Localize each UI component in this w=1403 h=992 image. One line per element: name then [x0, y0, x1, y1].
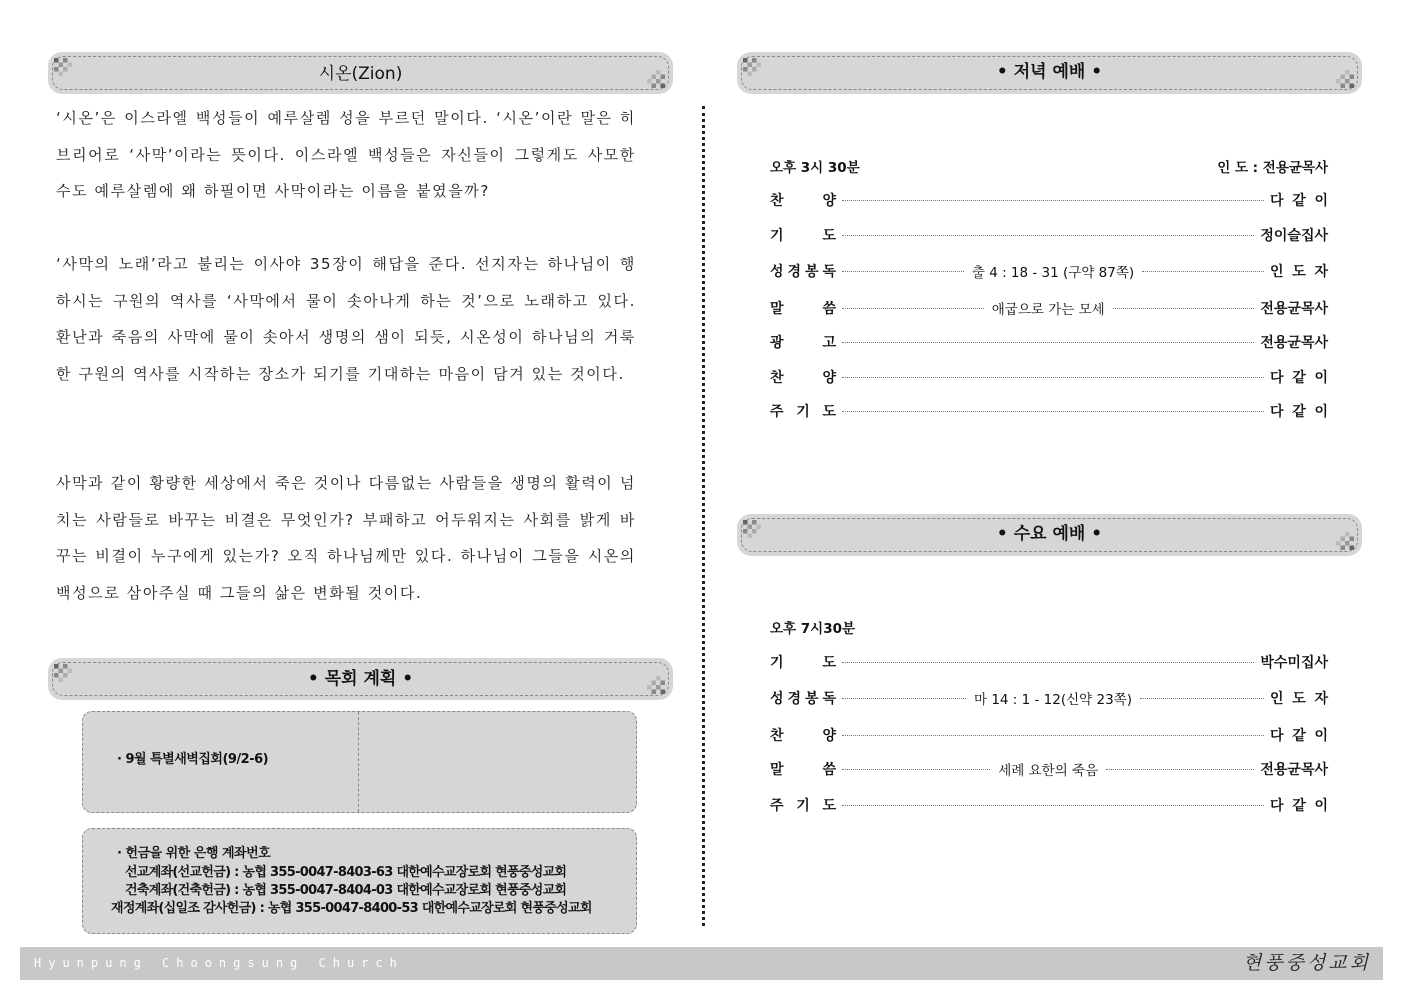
evening-row-content: 출 4 : 18 - 31 (구약 87쪽) — [971, 265, 1135, 281]
leader-dots — [842, 342, 1254, 343]
pixel-corner-icon — [1336, 70, 1354, 88]
leader-dots — [1106, 769, 1254, 770]
leader-dots — [842, 662, 1254, 663]
zion-paragraph-2: ‘사막의 노래’라고 불리는 이사야 35장이 해답을 준다. 선지자는 하나님이 행하시는 구원의 역사를 ‘사막에서 물이 솟아나게 하는 것’으로 노래하고 있다. 환난과 죽음의 사막에 물이 솟아서 생명의 샘이 되듯, 시온성이 하나님의 거룩한 구원의 역사를 시작하는 장소가 되기를 기대하는 마음이 담겨 있는 것이다. — [56, 255, 636, 383]
evening-row-label: 주 기 도 — [770, 404, 836, 420]
wednesday-row-content: 세례 요한의 죽음 — [998, 763, 1099, 779]
evening-row — [770, 225, 1328, 245]
wednesday-row — [770, 759, 1328, 779]
footer-english-name: Hyunpung Choongsung Church — [34, 956, 404, 970]
pixel-corner-icon — [1336, 532, 1354, 550]
leader-dots — [842, 769, 990, 770]
evening-row-content: 애굽으로 가는 모세 — [991, 302, 1105, 318]
evening-row-person: 다 같 이 — [1270, 370, 1328, 386]
bank-line-building: 건축계좌(건축헌금) : 농협 355-0047-8404-03 대한예수교장로회 현풍중성교회 — [125, 883, 567, 898]
wednesday-row-person: 다 같 이 — [1270, 798, 1328, 814]
pastoral-plan-header — [48, 658, 673, 700]
bank-box — [82, 828, 637, 934]
plan-divider — [358, 712, 359, 812]
evening-service-title: • 저녁 예배 • — [996, 62, 1103, 82]
leader-dots — [842, 805, 1264, 806]
wednesday-row-label: 주 기 도 — [770, 798, 836, 814]
evening-row-person: 전용균목사 — [1260, 335, 1328, 351]
evening-row — [770, 190, 1328, 210]
pastoral-plan-title: • 목회 계획 • — [307, 669, 414, 689]
leader-dots — [842, 411, 1264, 412]
bank-heading: · 헌금을 위한 은행 계좌번호 — [117, 846, 271, 861]
plan-item: · 9월 특별새벽집회(9/2-6) — [117, 752, 269, 767]
evening-row-person: 다 같 이 — [1270, 404, 1328, 420]
wednesday-row-person: 전용균목사 — [1260, 762, 1328, 778]
leader-dots — [842, 235, 1254, 236]
wednesday-row — [770, 688, 1328, 708]
leader-dots — [842, 698, 966, 699]
wednesday-row-label: 성 경 봉 독 — [770, 691, 836, 707]
evening-row-person: 인 도 자 — [1270, 264, 1328, 280]
evening-leader: 인 도 : 전용균목사 — [1217, 160, 1328, 176]
leader-dots — [842, 200, 1264, 201]
footer-church-name: 현풍중성교회 — [1242, 952, 1371, 974]
zion-title: 시온(Zion) — [318, 64, 403, 84]
wednesday-row-label: 찬 양 — [770, 728, 836, 744]
wednesday-row-person: 인 도 자 — [1270, 691, 1328, 707]
evening-row-label: 광 고 — [770, 335, 836, 351]
evening-row-label: 성 경 봉 독 — [770, 264, 836, 280]
evening-service-header — [737, 52, 1362, 94]
evening-row — [770, 401, 1328, 421]
leader-dots — [1113, 308, 1255, 309]
plan-box — [82, 711, 637, 813]
bank-line-mission: 선교계좌(선교헌금) : 농협 355-0047-8403-63 대한예수교장로회 현풍중성교회 — [125, 865, 567, 880]
zion-header — [48, 52, 673, 94]
evening-time-row — [770, 156, 1328, 176]
evening-row-label: 찬 양 — [770, 370, 836, 386]
wednesday-row-content: 마 14 : 1 - 12(신약 23쪽) — [974, 692, 1132, 708]
evening-row-person: 전용균목사 — [1260, 301, 1329, 317]
leader-dots — [1140, 698, 1264, 699]
wednesday-row-person: 박수미집사 — [1260, 655, 1328, 671]
wednesday-time-row — [770, 617, 1328, 637]
wednesday-row-person: 다 같 이 — [1270, 728, 1328, 744]
evening-time: 오후 3시 30분 — [770, 160, 860, 176]
leader-dots — [842, 271, 964, 272]
leader-dots — [842, 308, 984, 309]
wednesday-row — [770, 725, 1328, 745]
leader-dots — [842, 377, 1264, 378]
evening-row — [770, 367, 1328, 387]
zion-paragraph-1: ‘시온’은 이스라엘 백성들이 예루살렘 성을 부르던 말이다. ‘시온’이란 말은 히브리어로 ‘사막’이라는 뜻이다. 이스라엘 백성들은 자신들이 그렇게도 사모한 수도 예루살렘에 왜 하필이면 사막이라는 이름을 붙였을까? — [56, 109, 636, 200]
pixel-corner-icon — [647, 676, 665, 694]
evening-row — [770, 332, 1328, 352]
evening-row — [770, 298, 1328, 318]
evening-row-label: 기 도 — [770, 228, 836, 244]
evening-row-label: 말 씀 — [770, 301, 836, 317]
pixel-corner-icon — [647, 70, 665, 88]
leader-dots — [842, 735, 1264, 736]
wednesday-service-title: • 수요 예배 • — [996, 524, 1103, 544]
evening-row-label: 찬 양 — [770, 193, 836, 209]
column-divider — [702, 106, 705, 926]
evening-row — [770, 261, 1328, 281]
footer-bar — [20, 947, 1383, 980]
wednesday-row — [770, 652, 1328, 672]
evening-row-person: 정이슬집사 — [1260, 228, 1328, 244]
wednesday-row — [770, 795, 1328, 815]
wednesday-row-label: 말 씀 — [770, 762, 836, 778]
wednesday-time: 오후 7시30분 — [770, 621, 856, 637]
wednesday-row-label: 기 도 — [770, 655, 836, 671]
wednesday-service-header — [737, 514, 1362, 556]
leader-dots — [1142, 271, 1264, 272]
zion-paragraph-3: 사막과 같이 황량한 세상에서 죽은 것이나 다름없는 사람들을 생명의 활력이 넘치는 사람들로 바꾸는 비결은 무엇인가? 부패하고 어두워지는 사회를 밝게 바꾸는 비결이 누구에게 있는가? 오직 하나님께만 있다. 하나님이 그들을 시온의 백성으로 삼아주실 때 그들의 삶은 변화될 것이다. — [56, 474, 636, 602]
bank-line-finance: 재정계좌(십일조 감사헌금) : 농협 355-0047-8400-53 대한예수교장로회 현풍중성교회 — [111, 901, 592, 916]
evening-row-person: 다 같 이 — [1270, 193, 1328, 209]
